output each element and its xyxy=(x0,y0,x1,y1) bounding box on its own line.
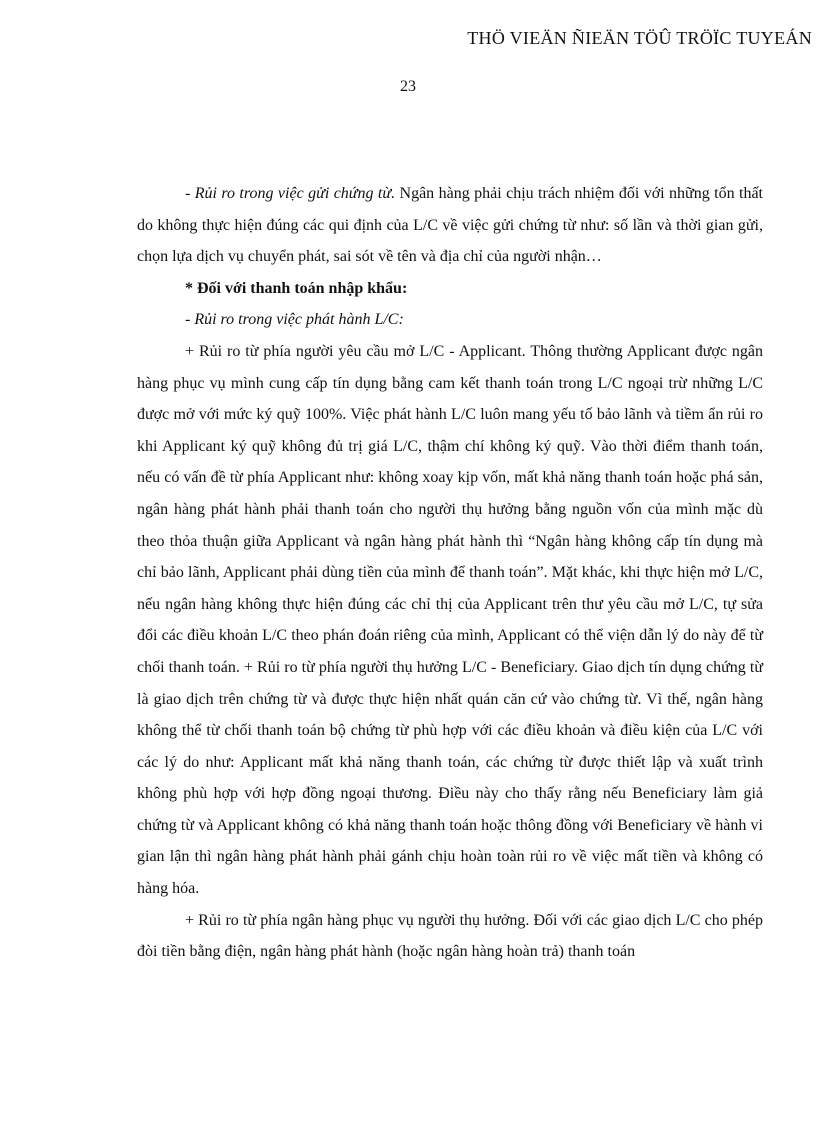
paragraph-document-sending-risk xyxy=(137,178,763,273)
paragraph-beneficiary-bank-risk: + Rủi ro từ phía ngân hàng phục vụ người thụ hưởng. Đối với các giao dịch L/C cho phép đòi tiền bằng điện, ngân hàng phát hành (hoặc ngân hàng hoàn trả) thanh toán xyxy=(137,911,763,961)
paragraph-text: Ngân hàng phải chịu trách nhiệm đối với những tổn thất do không thực hiện đúng các qui định của L/C về việc gửi chứng từ như: số lần và thời gian gửi, chọn lựa dịch vụ chuyển phát, sai sót về tên và địa chỉ của người nhận… xyxy=(137,185,763,266)
section-heading-import-payment: * Đối với thanh toán nhập khẩu: xyxy=(185,279,408,297)
document-body xyxy=(137,178,763,968)
subheading-lc-issuance-risk: - Rủi ro trong việc phát hành L/C: xyxy=(185,311,404,329)
paragraph-applicant-beneficiary-risk: + Rủi ro từ phía người yêu cầu mở L/C - Applicant. Thông thường Applicant được ngân hàng phục vụ mình cung cấp tín dụng bằng cam kết thanh toán trong L/C ngoại trừ những L/C được mở với mức ký quỹ 100%. Việc phát hành L/C luôn mang yếu tố bảo lãnh và tiềm ẩn rủi ro khi Applicant ký quỹ không đủ trị giá L/C, thậm chí không ký quỹ. Vào thời điểm thanh toán, nếu có vấn đề từ phía Applicant như: không xoay kịp vốn, mất khả năng thanh toán hoặc phá sản, ngân hàng phát hành phải thanh toán cho người thụ hưởng bằng nguồn vốn của mình mặc dù theo thỏa thuận giữa Applicant và ngân hàng phát hành thì “Ngân hàng không cấp tín dụng mà chỉ bảo lãnh, Applicant phải dùng tiền của mình để thanh toán”. Mặt khác, khi thực hiện mở L/C, nếu ngân hàng không thực hiện đúng các chỉ thị của Applicant trên thư yêu cầu mở L/C, tự sửa đổi các điều khoản L/C theo phán đoán riêng của mình, Applicant có thể viện dẫn lý do này để từ chối thanh toán. + Rủi ro từ phía người thụ hưởng L/C - Beneficiary. Giao dịch tín dụng chứng từ là giao dịch trên chứng từ và được thực hiện nhất quán căn cứ vào chứng từ. Vì thế, ngân hàng không thể từ chối thanh toán bộ chứng từ phù hợp với các điều khoản và điều kiện của L/C với các lý do như: Applicant mất khả năng thanh toán, các chứng từ được thiết lập và xuất trình không phù hợp với hợp đồng ngoại thương. Điều này cho thấy rằng nếu Beneficiary làm giả chứng từ và Applicant không có khả năng thanh toán hoặc thông đồng với Beneficiary về hành vi gian lận thì ngân hàng phát hành phải gánh chịu hoàn toàn rủi ro về việc mất tiền và không có hàng hóa. xyxy=(137,342,763,898)
page-number: 23 xyxy=(400,78,416,95)
page-header-watermark: THÖ VIEÄN ÑIEÄN TÖÛ TRÖÏC TUYEÁN xyxy=(467,28,812,48)
paragraph-lead-italic: - Rủi ro trong việc gửi chứng từ. xyxy=(185,185,396,202)
